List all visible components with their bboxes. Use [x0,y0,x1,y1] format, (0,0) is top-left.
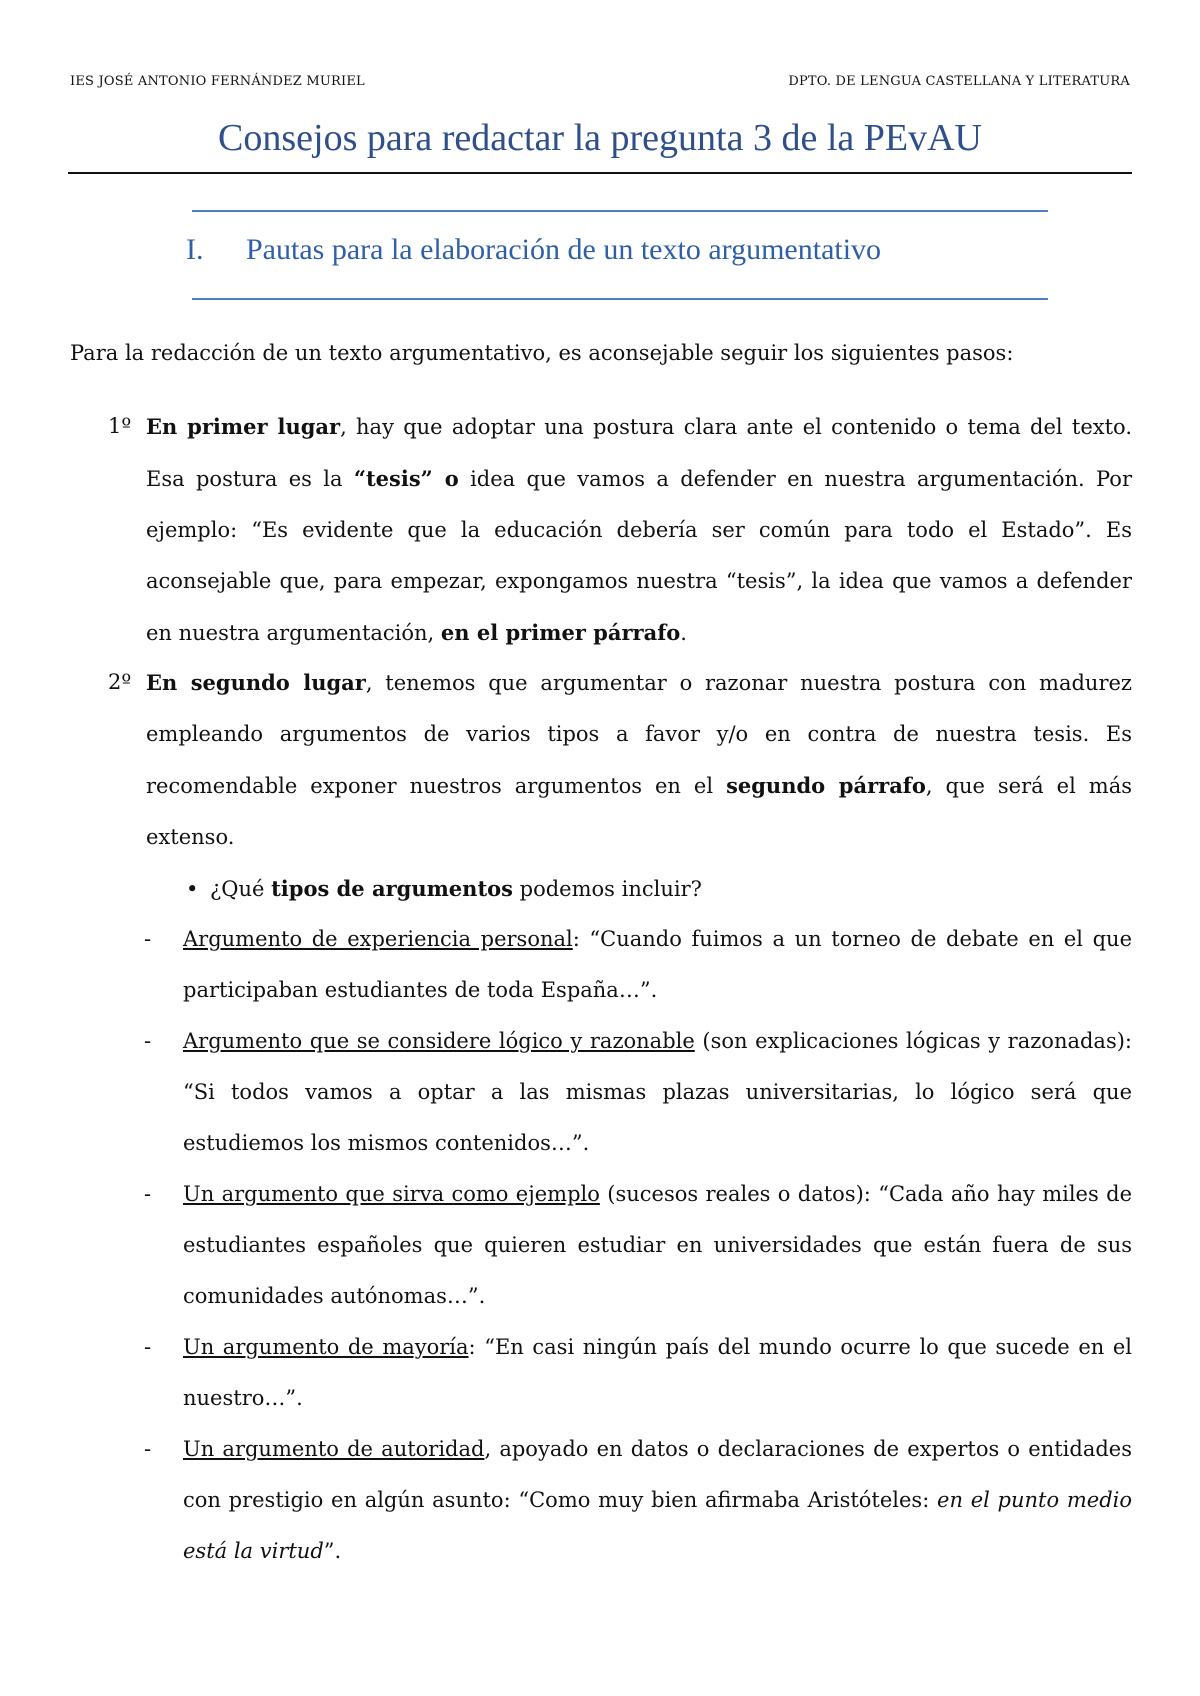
section-heading [186,233,881,267]
section-divider-top [192,210,1048,212]
step-1-text [146,401,1132,659]
step-1-part1: , hay que adoptar una postura clara ante el contenido o tema del texto. Esa postura es la [146,415,1133,491]
argument-label: Argumento de experiencia personal [183,927,573,951]
step-2 [108,657,1132,863]
step-1 [108,401,1132,659]
argument-text [183,1016,1132,1169]
step-1-part3: . [680,621,687,645]
step-1-tesis: “tesis” o [353,466,459,491]
argument-label: Un argumento de mayoría [183,1335,469,1359]
list-item [144,914,1132,1016]
question-pre: ¿Qué [210,877,272,901]
step-2-marker: 2º [108,670,132,694]
dash-icon: - [144,1029,152,1053]
section-divider-bottom [192,298,1048,300]
dash-icon: - [144,1437,152,1461]
bullet-icon: • [186,877,199,901]
step-2-text [146,657,1132,863]
argument-text [183,1322,1132,1424]
header-department: DPTO. DE LENGUA CASTELLANA Y LITERATURA [788,74,1130,89]
argument-end: ”. [323,1539,342,1563]
step-2-lead: En segundo lugar [146,670,366,695]
argument-text [183,1169,1132,1322]
argument-quote-italic: en el punto medio está la virtud [183,1488,1133,1563]
section-title: Pautas para la elaboración de un texto argumentativo [246,233,882,266]
argument-label: Un argumento que sirva como ejemplo [183,1182,600,1206]
argument-body: : “En casi ningún país del mundo ocurre lo que sucede en el nuestro…”. [183,1335,1133,1410]
argument-text [183,1424,1132,1577]
step-1-emphasis: en el primer párrafo [440,620,681,645]
argument-list [144,914,1132,1577]
page-title: Consejos para redactar la pregunta 3 de la PEvAU [218,117,982,159]
step-2-part1: , tenemos que argumentar o razonar nuestra postura con madurez empleando argumentos de varios tipos a favor y/o en contra de nuestra tesis. Es recomendable exponer nuestros argumentos en el [146,671,1132,798]
argument-body: : “Cuando fuimos a un torneo de debate en el que participaban estudiantes de toda España…”. [183,927,1133,1002]
question-post: podemos incluir? [512,877,702,901]
step-2-emphasis: segundo párrafo [726,773,926,798]
step-1-lead: En primer lugar [146,414,341,439]
argument-types-question [186,863,702,915]
list-item [144,1016,1132,1169]
intro-paragraph: Para la redacción de un texto argumentativo, es aconsejable seguir los siguientes pasos: [70,341,1014,365]
question-bold: tipos de argumentos [271,876,513,901]
step-1-marker: 1º [108,414,132,438]
list-item [144,1322,1132,1424]
argument-text [183,914,1132,1016]
dash-icon: - [144,1335,152,1359]
list-item [144,1169,1132,1322]
step-1-part2: idea que vamos a defender en nuestra argumentación. Por ejemplo: “Es evidente que la educación debería ser común para todo el Estado”. Es aconsejable que, para empezar, expongamos nuestra “tesis”, la idea que vamos a defender en nuestra argumentación, [146,467,1132,645]
argument-body: (son explicaciones lógicas y razonadas): “Si todos vamos a optar a las mismas plazas universitarias, lo lógico será que estudiemos los mismos contenidos…”. [183,1029,1132,1155]
title-divider [68,172,1132,174]
argument-label: Un argumento de autoridad [183,1437,485,1461]
section-number: I. [186,233,204,266]
dash-icon: - [144,1182,152,1206]
argument-label: Argumento que se considere lógico y razonable [183,1029,695,1053]
header-school: IES JOSÉ ANTONIO FERNÁNDEZ MURIEL [70,74,365,89]
step-2-part2: , que será el más extenso. [146,774,1132,849]
argument-body: , apoyado en datos o declaraciones de expertos o entidades con prestigio en algún asunto: “Como muy bien afirmaba Aristóteles: [183,1437,1132,1512]
list-item [144,1424,1132,1577]
argument-body: (sucesos reales o datos): “Cada año hay miles de estudiantes españoles que quieren estudiar en universidades que están fuera de sus comunidades autónomas…”. [183,1182,1133,1308]
dash-icon: - [144,927,152,951]
